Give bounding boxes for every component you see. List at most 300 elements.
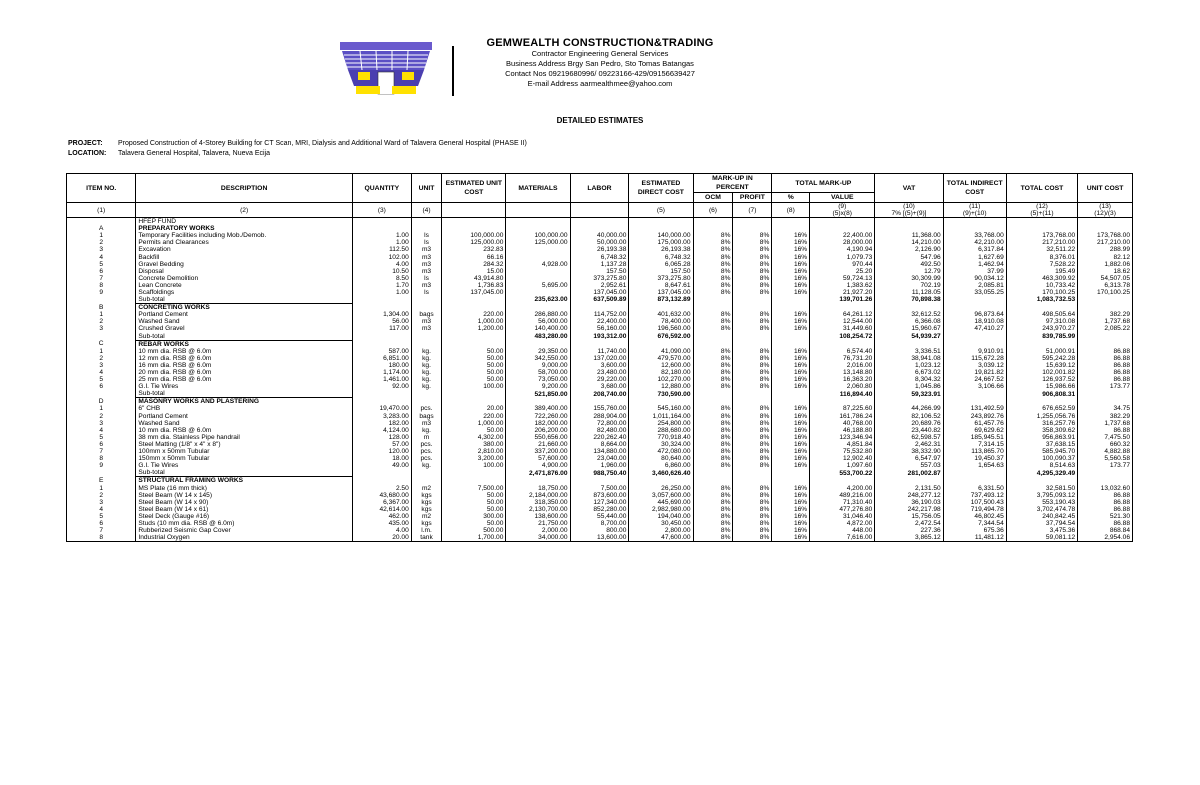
- cell-uc: [1078, 477, 1133, 485]
- header-total-markup: TOTAL MARK-UP: [772, 174, 875, 193]
- cell-unit: pcs.: [411, 448, 441, 455]
- cell-edc: 472,080.00: [629, 448, 693, 455]
- cell-qty: 43,680.00: [352, 492, 411, 499]
- cell-tc: 595,242.28: [1006, 355, 1077, 362]
- cell-edc: 12,880.00: [629, 383, 693, 390]
- cell-tc: [1006, 304, 1077, 312]
- cell-mat: 521,850.00: [506, 390, 570, 398]
- cell-desc: 150mm x 50mm Tubular: [136, 455, 353, 462]
- cell-edc: 157.50: [629, 268, 693, 275]
- cell-ocm: 8%: [693, 232, 733, 239]
- cell-qty: 587.00: [352, 348, 411, 355]
- cell-tic: [943, 469, 1006, 477]
- company-logo: [340, 42, 432, 96]
- cell-mat: [506, 268, 570, 275]
- cell-ocm: 8%: [693, 246, 733, 253]
- cell-desc: Sub-total: [136, 390, 353, 398]
- cell-item: 2: [67, 413, 136, 420]
- cell-item: 1: [67, 484, 136, 491]
- colnum-13-a: (13): [1099, 203, 1111, 210]
- cell-mat: 318,350.00: [506, 499, 570, 506]
- cell-lab: 3,600.00: [570, 362, 629, 369]
- table-row: [67, 492, 1133, 499]
- table-row: [67, 448, 1133, 455]
- cell-edc: 254,800.00: [629, 420, 693, 427]
- cell-uc: [1078, 333, 1133, 341]
- cell-unit: kg.: [411, 348, 441, 355]
- cell-tic: 6,317.84: [943, 246, 1006, 253]
- cell-prof: [733, 390, 772, 398]
- cell-desc: PREPARATORY WORKS: [136, 225, 353, 232]
- cell-vat: 36,190.03: [875, 499, 943, 506]
- cell-euc: 1,000.00: [442, 420, 506, 427]
- cell-prof: [733, 296, 772, 304]
- colnum-3: (3): [352, 203, 411, 218]
- cell-qty: 49.00: [352, 462, 411, 469]
- cell-tc: 37,794.54: [1006, 520, 1077, 527]
- cell-edc: 30,324.00: [629, 441, 693, 448]
- cell-prof: 8%: [733, 420, 772, 427]
- cell-qty: 182.00: [352, 420, 411, 427]
- cell-uc: [1078, 218, 1133, 226]
- cell-ocm: [693, 333, 733, 341]
- cell-lab: 55,440.00: [570, 513, 629, 520]
- cell-qty: 6,367.00: [352, 499, 411, 506]
- cell-mat: 337,200.00: [506, 448, 570, 455]
- cell-prof: [733, 218, 772, 226]
- colnum-6: (6): [693, 203, 733, 218]
- cell-item: 4: [67, 427, 136, 434]
- cell-uc: 4,882.88: [1078, 448, 1133, 455]
- cell-tic: [943, 477, 1006, 485]
- cell-euc: 100.00: [442, 383, 506, 390]
- colnum-2: (2): [136, 203, 353, 218]
- cell-tic: 61,457.76: [943, 420, 1006, 427]
- cell-euc: [442, 304, 506, 312]
- colnum-13-b: (12)/(3): [1094, 210, 1116, 217]
- cell-lab: 11,740.00: [570, 348, 629, 355]
- cell-qty: 128.00: [352, 434, 411, 441]
- cell-unit: m3: [411, 420, 441, 427]
- cell-desc: Washed Sand: [136, 420, 353, 427]
- cell-desc: STRUCTURAL FRAMING WORKS: [136, 477, 353, 485]
- cell-item: 1: [67, 232, 136, 239]
- cell-tc: 8,514.63: [1006, 462, 1077, 469]
- cell-tic: 19,450.37: [943, 455, 1006, 462]
- cell-ocm: [693, 477, 733, 485]
- cell-vat: 15,960.67: [875, 325, 943, 332]
- cell-mat: 206,200.00: [506, 427, 570, 434]
- cell-val: 21,927.20: [810, 289, 875, 296]
- header-est-direct-cost: ESTIMATED DIRECT COST: [629, 174, 693, 203]
- header-materials: MATERIALS: [506, 174, 570, 203]
- cell-vat: 38,941.08: [875, 355, 943, 362]
- cell-desc: Excavation: [136, 246, 353, 253]
- cell-val: 1,079.73: [810, 253, 875, 260]
- cell-desc: Concrete Demolition: [136, 275, 353, 282]
- cell-val: 46,188.80: [810, 427, 875, 434]
- cell-uc: 86.88: [1078, 376, 1133, 383]
- cell-lab: 127,340.00: [570, 499, 629, 506]
- cell-tc: 316,257.76: [1006, 420, 1077, 427]
- cell-tc: 15,639.12: [1006, 362, 1077, 369]
- cell-euc: 500.00: [442, 527, 506, 534]
- cell-lab: 26,193.38: [570, 246, 629, 253]
- cell-tc: 956,863.91: [1006, 434, 1077, 441]
- cell-mat: 140,400.00: [506, 325, 570, 332]
- cell-unit: [411, 304, 441, 312]
- cell-mat: 18,750.00: [506, 484, 570, 491]
- cell-tc: 4,295,329.49: [1006, 469, 1077, 477]
- company-address: Business Address Brgy San Pedro, Sto Tomas Batangas: [506, 59, 694, 68]
- cell-pct: 16%: [772, 318, 810, 325]
- cell-vat: 547.96: [875, 253, 943, 260]
- cell-unit: ls: [411, 232, 441, 239]
- cell-desc: G.I. Tie Wires: [136, 462, 353, 469]
- cell-vat: 242,217.98: [875, 506, 943, 513]
- table-row: [67, 434, 1133, 441]
- cell-desc: HFEP FUND: [136, 218, 353, 226]
- cell-euc: [442, 390, 506, 398]
- cell-euc: 100,000.00: [442, 232, 506, 239]
- cell-mat: [506, 253, 570, 260]
- cell-uc: [1078, 390, 1133, 398]
- cell-euc: 2,810.00: [442, 448, 506, 455]
- cell-unit: kg.: [411, 355, 441, 362]
- cell-prof: 8%: [733, 484, 772, 491]
- cell-unit: kgs: [411, 506, 441, 513]
- cell-lab: 800.00: [570, 527, 629, 534]
- cell-euc: 1,736.83: [442, 282, 506, 289]
- cell-tc: 37,638.15: [1006, 441, 1077, 448]
- cell-vat: 32,612.52: [875, 311, 943, 318]
- cell-euc: [442, 340, 506, 348]
- location-value: Talavera General Hospital, Talavera, Nueva Ecija: [118, 150, 271, 157]
- cell-uc: 5,560.58: [1078, 455, 1133, 462]
- cell-uc: 86.88: [1078, 369, 1133, 376]
- cell-prof: 8%: [733, 232, 772, 239]
- cell-qty: 20.00: [352, 534, 411, 542]
- cell-tic: 33,768.00: [943, 232, 1006, 239]
- cell-item: 7: [67, 448, 136, 455]
- cell-pct: 16%: [772, 441, 810, 448]
- cell-desc: Gravel Bedding: [136, 261, 353, 268]
- cell-lab: [570, 398, 629, 406]
- colnum-8: (8): [772, 203, 810, 218]
- cell-qty: 1,174.00: [352, 369, 411, 376]
- cell-tc: [1006, 477, 1077, 485]
- cell-ocm: 8%: [693, 318, 733, 325]
- cell-pct: [772, 477, 810, 485]
- cell-edc: 137,045.00: [629, 289, 693, 296]
- cell-uc: 82.12: [1078, 253, 1133, 260]
- cell-pct: [772, 390, 810, 398]
- cell-item: 3: [67, 420, 136, 427]
- cell-lab: 1,137.28: [570, 261, 629, 268]
- cell-uc: 86.88: [1078, 520, 1133, 527]
- cell-pct: [772, 218, 810, 226]
- cell-tic: 33,055.25: [943, 289, 1006, 296]
- cell-prof: [733, 398, 772, 406]
- cell-unit: [411, 225, 441, 232]
- cell-tic: 47,410.27: [943, 325, 1006, 332]
- cell-item: 3: [67, 246, 136, 253]
- cell-uc: 86.88: [1078, 492, 1133, 499]
- cell-lab: 114,752.00: [570, 311, 629, 318]
- cell-mat: [506, 289, 570, 296]
- cell-tc: 102,001.82: [1006, 369, 1077, 376]
- cell-vat: 30,309.99: [875, 275, 943, 282]
- cell-lab: 7,500.00: [570, 484, 629, 491]
- cell-uc: 521.30: [1078, 513, 1133, 520]
- cell-mat: [506, 218, 570, 226]
- colnum-1: (1): [67, 203, 136, 218]
- cell-qty: [352, 469, 411, 477]
- project-label: PROJECT:: [68, 140, 103, 147]
- cell-lab: 873,600.00: [570, 492, 629, 499]
- cell-pct: [772, 225, 810, 232]
- cell-tic: 9,910.91: [943, 348, 1006, 355]
- cell-val: 1,097.60: [810, 462, 875, 469]
- cell-edc: 140,000.00: [629, 232, 693, 239]
- cell-edc: 3,460,626.40: [629, 469, 693, 477]
- cell-edc: 730,590.00: [629, 390, 693, 398]
- cell-mat: 21,660.00: [506, 441, 570, 448]
- cell-ocm: [693, 218, 733, 226]
- cell-qty: 4.00: [352, 261, 411, 268]
- cell-unit: m3: [411, 282, 441, 289]
- cell-qty: 3,283.00: [352, 413, 411, 420]
- cell-tic: 1,654.63: [943, 462, 1006, 469]
- cell-val: 123,346.94: [810, 434, 875, 441]
- table-row: [67, 383, 1133, 390]
- cell-tc: 100,090.37: [1006, 455, 1077, 462]
- cell-tic: 6,331.50: [943, 484, 1006, 491]
- header-unit-cost: UNIT COST: [1078, 174, 1133, 203]
- cell-prof: 8%: [733, 441, 772, 448]
- cell-pct: 16%: [772, 253, 810, 260]
- cell-val: 76,731.20: [810, 355, 875, 362]
- cell-prof: [733, 333, 772, 341]
- cell-lab: 40,000.00: [570, 232, 629, 239]
- cell-lab: 637,509.89: [570, 296, 629, 304]
- cell-prof: 8%: [733, 383, 772, 390]
- cell-edc: [629, 477, 693, 485]
- cell-qty: 1.70: [352, 282, 411, 289]
- header-markup-percent: MARK-UP IN PERCENT: [693, 174, 772, 193]
- estimates-body: [67, 218, 1133, 542]
- cell-lab: 82,480.00: [570, 427, 629, 434]
- cell-prof: 8%: [733, 527, 772, 534]
- cell-desc: 25 mm dia. RSB @ 6.0m: [136, 376, 353, 383]
- company-header: [470, 37, 730, 89]
- cell-item: 5: [67, 434, 136, 441]
- cell-desc: MS Plate (16 mm thick): [136, 484, 353, 491]
- cell-ocm: 8%: [693, 253, 733, 260]
- cell-edc: 47,600.00: [629, 534, 693, 542]
- colnum-5: (5): [629, 203, 693, 218]
- header-unit: UNIT: [411, 174, 441, 203]
- cell-euc: 15.00: [442, 268, 506, 275]
- cell-ocm: 8%: [693, 261, 733, 268]
- cell-desc: Crushed Gravel: [136, 325, 353, 332]
- cell-edc: 873,132.89: [629, 296, 693, 304]
- cell-qty: 56.00: [352, 318, 411, 325]
- cell-pct: 16%: [772, 289, 810, 296]
- cell-mat: 4,928.00: [506, 261, 570, 268]
- cell-val: 139,701.26: [810, 296, 875, 304]
- cell-mat: [506, 477, 570, 485]
- cell-tc: 1,255,056.76: [1006, 413, 1077, 420]
- cell-tic: 1,462.94: [943, 261, 1006, 268]
- cell-uc: 1,737.68: [1078, 420, 1133, 427]
- colnum-11: [943, 203, 1006, 218]
- cell-ocm: 8%: [693, 441, 733, 448]
- cell-mat: 34,000.00: [506, 534, 570, 542]
- cell-euc: [442, 218, 506, 226]
- cell-tc: 906,808.31: [1006, 390, 1077, 398]
- cell-lab: 23,480.00: [570, 369, 629, 376]
- header-total-indirect: TOTAL INDIRECT COST: [943, 174, 1006, 203]
- cell-lab: 220,262.40: [570, 434, 629, 441]
- cell-uc: [1078, 296, 1133, 304]
- cell-vat: [875, 398, 943, 406]
- cell-desc: 10 mm dia. RSB @ 6.0m: [136, 427, 353, 434]
- cell-edc: 6,748.32: [629, 253, 693, 260]
- cell-pct: [772, 333, 810, 341]
- cell-tc: 217,210.00: [1006, 239, 1077, 246]
- cell-val: 161,786.24: [810, 413, 875, 420]
- cell-qty: [352, 390, 411, 398]
- cell-val: 40,768.00: [810, 420, 875, 427]
- cell-ocm: 8%: [693, 369, 733, 376]
- cell-vat: 2,472.54: [875, 520, 943, 527]
- cell-qty: [352, 225, 411, 232]
- colnum-9-b: (5)x(8): [832, 210, 852, 217]
- cell-item: 1: [67, 348, 136, 355]
- cell-edc: 373,275.80: [629, 275, 693, 282]
- cell-ocm: 8%: [693, 455, 733, 462]
- cell-euc: 50.00: [442, 376, 506, 383]
- table-row: [67, 218, 1133, 226]
- cell-val: 108,254.72: [810, 333, 875, 341]
- cell-unit: pcs.: [411, 455, 441, 462]
- table-row: [67, 420, 1133, 427]
- cell-item: 8: [67, 534, 136, 542]
- cell-qty: 8.50: [352, 275, 411, 282]
- cell-item: B: [67, 304, 136, 312]
- cell-ocm: 8%: [693, 413, 733, 420]
- cell-tic: 24,667.52: [943, 376, 1006, 383]
- cell-mat: 722,260.00: [506, 413, 570, 420]
- cell-qty: 10.50: [352, 268, 411, 275]
- cell-tc: 3,702,474.78: [1006, 506, 1077, 513]
- cell-item: 2: [67, 355, 136, 362]
- cell-tc: 498,505.64: [1006, 311, 1077, 318]
- cell-qty: [352, 218, 411, 226]
- cell-item: [67, 218, 136, 226]
- cell-item: [67, 469, 136, 477]
- cell-qty: 2.50: [352, 484, 411, 491]
- cell-mat: [506, 246, 570, 253]
- cell-qty: 435.00: [352, 520, 411, 527]
- cell-euc: 50.00: [442, 369, 506, 376]
- cell-pct: 16%: [772, 506, 810, 513]
- cell-tc: 195.49: [1006, 268, 1077, 275]
- cell-mat: [506, 225, 570, 232]
- cell-pct: 16%: [772, 413, 810, 420]
- table-row: [67, 462, 1133, 469]
- cell-edc: 3,057,600.00: [629, 492, 693, 499]
- cell-val: 2,016.00: [810, 362, 875, 369]
- cell-mat: [506, 340, 570, 348]
- cell-mat: 73,050.00: [506, 376, 570, 383]
- cell-qty: 19,470.00: [352, 405, 411, 412]
- cell-unit: kgs: [411, 520, 441, 527]
- cell-lab: 193,312.00: [570, 333, 629, 341]
- cell-edc: 196,560.00: [629, 325, 693, 332]
- cell-vat: 11,128.05: [875, 289, 943, 296]
- cell-item: 3: [67, 325, 136, 332]
- cell-prof: 8%: [733, 362, 772, 369]
- cell-vat: 20,689.76: [875, 420, 943, 427]
- cell-ocm: 8%: [693, 492, 733, 499]
- cell-euc: [442, 225, 506, 232]
- subtotal-row: [67, 390, 1133, 398]
- cell-tc: 839,785.99: [1006, 333, 1077, 341]
- cell-qty: 117.00: [352, 325, 411, 332]
- cell-unit: m3: [411, 261, 441, 268]
- cell-val: 448.00: [810, 527, 875, 534]
- cell-unit: m2: [411, 513, 441, 520]
- cell-qty: [352, 477, 411, 485]
- cell-pct: 16%: [772, 246, 810, 253]
- cell-lab: 23,040.00: [570, 455, 629, 462]
- cell-desc: 20 mm dia. RSB @ 6.0m: [136, 369, 353, 376]
- cell-desc: 10 mm dia. RSB @ 6.0m: [136, 348, 353, 355]
- cell-uc: 54,507.05: [1078, 275, 1133, 282]
- cell-tic: 18,910.08: [943, 318, 1006, 325]
- cell-unit: [411, 398, 441, 406]
- cell-val: [810, 477, 875, 485]
- cell-ocm: 8%: [693, 268, 733, 275]
- cell-ocm: 8%: [693, 534, 733, 542]
- cell-euc: 50.00: [442, 362, 506, 369]
- cell-desc: Steel Deck (Gauge #16): [136, 513, 353, 520]
- cell-tic: [943, 340, 1006, 348]
- cell-item: [67, 296, 136, 304]
- table-row: [67, 455, 1133, 462]
- cell-tic: 37.99: [943, 268, 1006, 275]
- cell-prof: 8%: [733, 239, 772, 246]
- cell-uc: 18.62: [1078, 268, 1133, 275]
- cell-mat: 58,700.00: [506, 369, 570, 376]
- cell-euc: 220.00: [442, 413, 506, 420]
- cell-uc: 868.84: [1078, 527, 1133, 534]
- cell-pct: 16%: [772, 492, 810, 499]
- cell-uc: 86.88: [1078, 362, 1133, 369]
- cell-desc: Sub-total: [136, 333, 353, 341]
- cell-desc: MASONRY WORKS AND PLASTERING: [136, 398, 353, 406]
- cell-val: 116,894.40: [810, 390, 875, 398]
- cell-vat: 2,126.90: [875, 246, 943, 253]
- cell-pct: 16%: [772, 362, 810, 369]
- header-vat: VAT: [875, 174, 943, 203]
- cell-val: 25.20: [810, 268, 875, 275]
- cell-val: 59,724.13: [810, 275, 875, 282]
- cell-vat: 248,277.12: [875, 492, 943, 499]
- cell-mat: 4,900.00: [506, 462, 570, 469]
